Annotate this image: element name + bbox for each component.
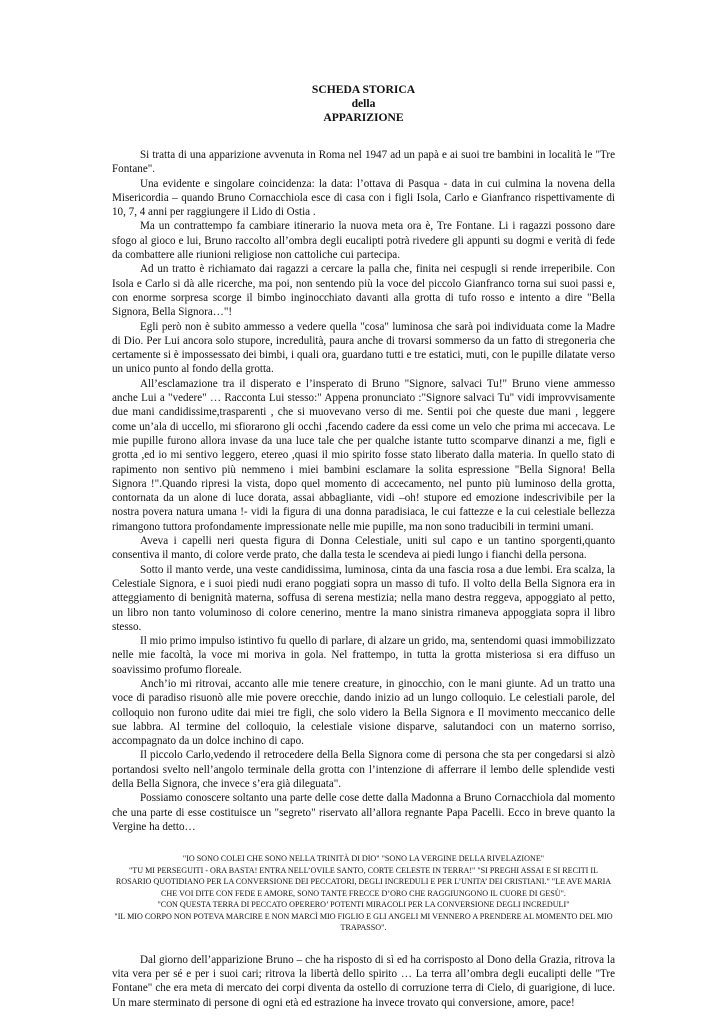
document-title-line-1: SCHEDA STORICA bbox=[311, 83, 416, 96]
quote: "CON QUESTA TERRA DI PECCATO OPERERO’ POTENTI MIRACOLI PER LA CONVERSIONE DEGLI INCREDULI" bbox=[157, 900, 570, 910]
document-page bbox=[112, 83, 615, 1010]
closing-paragraph: Dal giorno dell’apparizione Bruno – che ha risposto di sì ed ha corrisposto al Dono della Grazia, ritrova la vita vera per sé e per i suoi cari; ritrova la libertà dello spirito … La terra all’ombra degli eucalipti delle "Tre Fontane" che era meta di mercato dei corpi diventa da ostello di corruzione terra di Cielo, di guarigione, di luce. Un mare sterminato di persone di ogni età ed estrazione ha invece trovato qui conversione, amore, pace! bbox=[112, 953, 615, 1009]
document-body bbox=[112, 148, 615, 834]
quote: "TU MI PERSEGUITI - ORA BASTA! ENTRA NELL’OVILE SANTO, CORTE CELESTE IN TERRA!" "SI PREGHI ASSAI E SI RECITI IL ROSARIO QUOTIDIANO PER LA CONVERSIONE DEI PECCATORI, DEGLI INCREDULI E PER L’UNITA’ DEI CRISTIANI." "LE AVE MARIA CHE VOI DITE CON FEDE E AMORE, SONO TANTE FRECCE D’ORO CHE RAGGIUNGONO IL CUORE DI GESÙ". bbox=[115, 865, 612, 898]
paragraph: Possiamo conoscere soltanto una parte delle cose dette dalla Madonna a Bruno Cornacchiola dal momento che una parte di esse costituisce un "segreto" riservato all’allora regnante Papa Pacelli. Ecco in breve quanto la Vergine ha detto… bbox=[112, 792, 615, 833]
paragraph: Ma un contrattempo fa cambiare itinerario la nuova meta ora è, Tre Fontane. Li i ragazzi possono dare sfogo al gioco e lui, Bruno raccolto all’ombra degli eucalipti potrà rivedere gli appunti su dogmi e verità di fede da combattere alle riunioni religiose non cattoliche cui partecipa. bbox=[112, 220, 615, 262]
paragraph: Il piccolo Carlo,vedendo il retrocedere della Bella Signora come di persona che sta per congedarsi si alzò portandosi svelto nell’angolo terminale della grotta con l’intenzione di afferrare il lembo delle splendide vesti della Bella Signora, che invece s’era già dileguata". bbox=[112, 749, 615, 791]
paragraph: Si tratta di una apparizione avvenuta in Roma nel 1947 ad un papà e ai suoi tre bambini in località le "Tre Fontane". bbox=[112, 149, 615, 176]
title-block bbox=[112, 83, 615, 125]
paragraph: Una evidente e singolare coincidenza: la data: l’ottava di Pasqua - data in cui culmina la novena della Misericordia – quando Bruno Cornacchiola esce di casa con i figli Isola, Carlo e Gianfranco rispettivamente di 10, 7, 4 anni per raggiungere il Lido di Ostia . bbox=[112, 177, 615, 219]
paragraph: Il mio primo impulso istintivo fu quello di parlare, di alzare un grido, ma, sentendomi quasi immobilizzato nelle mie facoltà, la voce mi moriva in gola. Nel frattempo, in tutta la grotta misteriosa si era diffuso un soavissimo profumo floreale. bbox=[112, 635, 615, 676]
closing-block bbox=[112, 953, 615, 1010]
paragraph: Aveva i capelli neri questa figura di Donna Celestiale, uniti sul capo e un tantino sporgenti,quanto consentiva il manto, di colore verde prato, che dalla testa le scendeva ai piedi lungo i fianchi della persona. bbox=[112, 535, 615, 562]
quotes-block bbox=[112, 853, 615, 934]
paragraph: Anch’io mi ritrovai, accanto alle mie tenere creature, in ginocchio, con le mani giunte. Ad un tratto una voce di paradiso risuonò alle mie povere orecchie, dando inizio ad un lungo colloquio. Le celestiali parole, del colloquio non furono udite dai miei tre figli, che solo videro la Bella Signora e Il movimento meccanico delle sue labbra. Al termine del colloquio, la celestiale visione disparve, salutandoci con un materno sorriso, accompagnato da un dolce inchino di capo. bbox=[112, 677, 615, 748]
document-title-line-3: APPARIZIONE bbox=[323, 111, 404, 124]
paragraph: Sotto il manto verde, una veste candidissima, luminosa, cinta da una fascia rosa a due lembi. Era scalza, la Celestiale Signora, e i suoi piedi nudi erano poggiati sopra un masso di tufo. Il volto della Bella Signora era in atteggiamento di benignità materna, soffusa di serena mestizia; nella mano destra reggeva, appoggiato al petto, un libro non tanto voluminoso di colore cenerino, mentre la mano sinistra rimaneva appoggiata sopra il libro stesso. bbox=[112, 563, 615, 633]
paragraph: Egli però non è subito ammesso a vedere quella "cosa" luminosa che sarà poi individuata come la Madre di Dio. Per Lui ancora solo stupore, incredulità, paura anche di trovarsi sommerso da un fatto di stregoneria che certamente si è impossessato dei bimbi, i quali ora, guardano tutti e tre estatici, muti, con le pupille dilatate verso un unico punto al fondo della grotta. bbox=[112, 320, 615, 376]
document-title-line-2: della bbox=[351, 97, 376, 110]
quote: "IO SONO COLEI CHE SONO NELLA TRINITÀ DI DIO" "SONO LA VERGINE DELLA RIVELAZIONE" bbox=[182, 854, 545, 864]
quote: "IL MIO CORPO NON POTEVA MARCIRE E NON MARCÌ MIO FIGLIO E GLI ANGELI MI VENNERO A PRENDERE AL MOMENTO DEL MIO TRAPASSO". bbox=[114, 911, 613, 933]
paragraph: All’esclamazione tra il disperato e l’insperato di Bruno "Signore, salvaci Tu!" Bruno viene ammesso anche Lui a "vedere" … Racconta Lui stesso:" Appena pronunciato :"Signore salvaci Tu" vidi improvvisamente due mani candidissime,trasparenti , che si muovevano verso di me. Sentii poi che queste due mani , leggere come un’ala di uccello, mi sfiorarono gli occhi ,facendo cadere da essi come un velo che prima mi accecava. Le mie pupille furono allora invase da una luce tale che per qualche istante tutto scomparve dinanzi a me, figli e grotta ,ed io mi sentivo leggero, etereo ,quasi il mio spirito fosse stato liberato dalla materia. In quello stato di rapimento non sentivo più nemmeno i miei bambini esclamare la solita espressione "Bella Signora! Bella Signora !".Quando ripresi la vista, dopo quel momento di accecamento, nel punto più luminoso della grotta, contornata da un alone di luce dorata, assai abbagliante, vidi –oh! stupore ed emozione indescrivibile per la nostra povera natura umana !- vidi la figura di una donna paradisiaca, le cui fattezze e la cui celestiale bellezza rimangono tuttora profondamente impressionate nelle mie pupille, ma non sono traducibili in termini umani. bbox=[112, 377, 615, 533]
paragraph: Ad un tratto è richiamato dai ragazzi a cercare la palla che, finita nei cespugli si rende irreperibile. Con Isola e Carlo si dà alle ricerche, ma poi, non sentendo più la voce del piccolo Gianfranco torna sui suoi passi e, con enorme sorpresa scorge il bimbo inginocchiato davanti alla grotta di tufo rosso e intento a dire "Bella Signora, Bella Signora…"! bbox=[112, 263, 615, 319]
